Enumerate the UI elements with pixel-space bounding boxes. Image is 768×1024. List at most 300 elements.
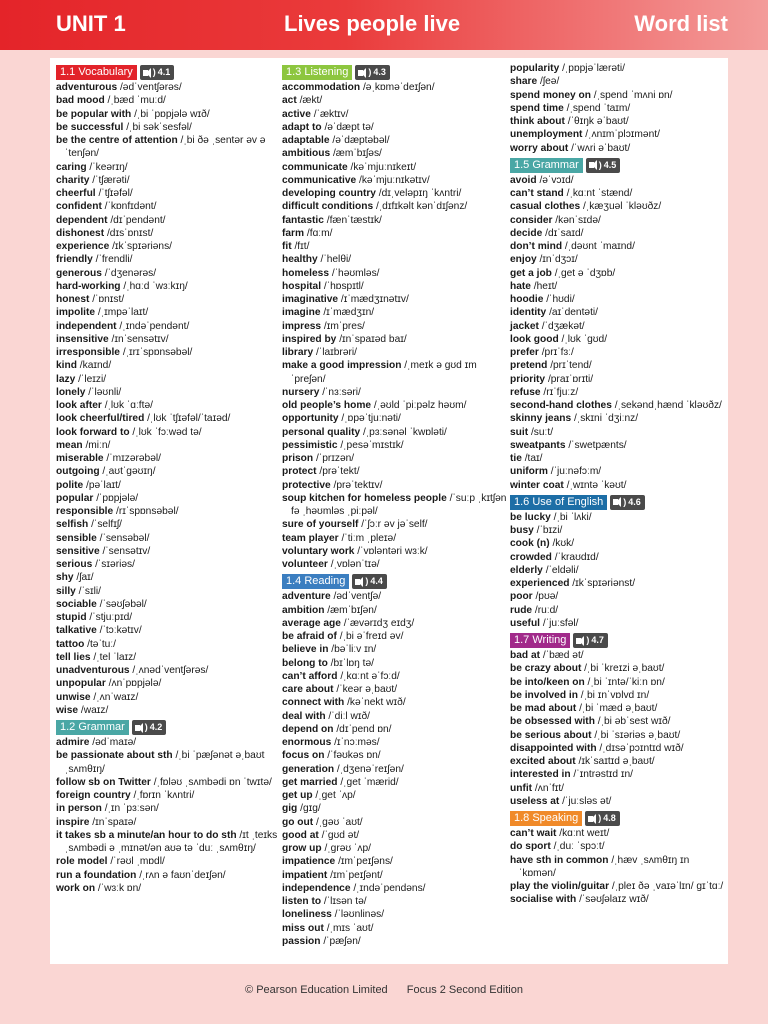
phonetic-transcription: /ˌvɒlənˈtɪə/ — [327, 559, 380, 570]
word-entry — [282, 386, 510, 399]
word-entry — [56, 320, 278, 333]
phonetic-transcription: /ˈsɪli/ — [75, 585, 101, 597]
word-term: be lucky — [510, 511, 551, 523]
word-term: act — [282, 95, 297, 107]
phonetic-transcription: /ˌpleɪ ðə ˌvaɪəˈlɪn/ ɡɪˈtɑː/ — [609, 881, 724, 892]
phonetic-transcription: /ˌaʊtˈɡəʊɪŋ/ — [99, 466, 156, 478]
word-term: tell lies — [56, 651, 91, 663]
word-entry — [510, 577, 726, 590]
phonetic-transcription: /taɪ/ — [521, 453, 543, 464]
word-term: voluntary work — [282, 545, 355, 557]
audio-track-button[interactable] — [140, 65, 175, 80]
phonetic-transcription: /ˌkɑːnt ˈstænd/ — [563, 188, 633, 199]
word-entry — [282, 643, 510, 656]
phonetic-transcription: /ˈwɜːk ɒn/ — [95, 882, 142, 894]
word-term: enjoy — [510, 254, 537, 266]
phonetic-transcription: /ˈwʌri əˈbaʊt/ — [568, 142, 631, 154]
word-entry — [510, 187, 726, 200]
phonetic-transcription: /ˌɪndəˈpendəns/ — [350, 882, 426, 894]
word-entry — [56, 426, 278, 439]
word-entry — [510, 827, 726, 840]
phonetic-transcription: /ʌnˈfɪt/ — [532, 782, 564, 794]
audio-track-number: 4.4 — [370, 576, 383, 587]
word-term: look good — [510, 333, 559, 345]
word-entry — [510, 676, 726, 689]
phonetic-transcription: /ˈhelθi/ — [317, 254, 352, 266]
word-entry — [510, 439, 726, 452]
word-entry — [510, 128, 726, 141]
phonetic-transcription: /ˈleɪzi/ — [75, 373, 107, 385]
word-entry — [282, 134, 510, 147]
word-entry — [56, 465, 278, 478]
word-entry — [56, 585, 278, 598]
phonetic-transcription: /dɪˈpendənt/ — [107, 214, 166, 226]
phonetic-transcription: /ˈhɒspɪtl/ — [321, 280, 364, 292]
phonetic-transcription: /əˌkɒməˈdeɪʃən/ — [360, 82, 435, 93]
word-entry — [282, 802, 510, 815]
word-entry — [282, 763, 510, 776]
word-term: responsible — [56, 506, 114, 517]
phonetic-transcription: /ˌdəʊnt ˈmaɪnd/ — [562, 241, 635, 252]
phonetic-transcription: /ˌɡəʊ ˈaʊt/ — [313, 816, 363, 828]
word-term: communicative — [282, 174, 357, 186]
phonetic-transcription: /ˌspend ˈmʌni ɒn/ — [590, 89, 673, 101]
word-entry — [510, 89, 726, 102]
word-term: identity — [510, 307, 547, 319]
phonetic-transcription: /ˈdʒenərəs/ — [101, 267, 157, 279]
word-term: don’t mind — [510, 241, 563, 252]
word-term: be afraid of — [282, 631, 337, 642]
word-term: grow up — [282, 843, 322, 854]
phonetic-transcription: /ˈlɪsən tə/ — [321, 896, 367, 907]
word-term: impress — [282, 320, 322, 332]
word-term: role model — [56, 856, 108, 868]
phonetic-transcription: /pʊə/ — [532, 591, 559, 603]
word-entry — [510, 62, 726, 75]
word-entry — [282, 187, 510, 200]
word-entry — [56, 664, 278, 677]
word-entry — [510, 373, 726, 386]
word-term: dependent — [56, 214, 108, 226]
word-term: be involved in — [510, 689, 578, 701]
column-3 — [510, 62, 726, 907]
word-term: friendly — [56, 254, 93, 266]
phonetic-transcription: /ədˈmaɪə/ — [89, 737, 137, 748]
word-term: play the violin/guitar — [510, 881, 610, 892]
word-entry — [56, 359, 278, 372]
phonetic-transcription: /ˌbi ˈpæʃənət əˌbaʊt ˌsʌmθɪŋ/ — [65, 750, 265, 775]
sound-wave-icon: ) — [144, 722, 148, 732]
word-entry — [510, 795, 726, 808]
phonetic-transcription: /ˈsɪəriəs/ — [92, 559, 135, 570]
word-term: talkative — [56, 625, 97, 637]
word-entry — [510, 320, 726, 333]
word-term: enormous — [282, 737, 332, 748]
word-entry — [56, 253, 278, 266]
word-entry — [282, 94, 510, 107]
section-header — [510, 811, 726, 826]
word-term: silly — [56, 585, 76, 597]
phonetic-transcription: /əˈvɔɪd/ — [536, 174, 574, 186]
sound-wave-icon: ) — [365, 576, 369, 587]
audio-track-button[interactable] — [573, 633, 608, 648]
word-term: confident — [56, 201, 102, 213]
word-term: popular — [56, 492, 94, 504]
word-entry — [510, 768, 726, 781]
word-entry — [510, 333, 726, 346]
word-term: avoid — [510, 174, 537, 186]
word-entry — [282, 147, 510, 160]
word-entry — [282, 346, 510, 359]
audio-track-button[interactable] — [132, 720, 167, 735]
word-term: healthy — [282, 254, 318, 266]
phonetic-transcription: /ˈsensəbəl/ — [96, 532, 150, 544]
word-term: in person — [56, 803, 102, 815]
word-term: go out — [282, 816, 314, 828]
phonetic-transcription: /prəˈtektɪv/ — [330, 479, 383, 491]
word-entry — [56, 651, 278, 664]
phonetic-transcription: /kəˈnekt wɪð/ — [344, 697, 406, 709]
word-entry — [56, 558, 278, 571]
audio-track-button[interactable] — [352, 574, 387, 589]
phonetic-transcription: /ˈæktɪv/ — [310, 108, 349, 120]
word-term: communicate — [282, 161, 348, 173]
section-label: 1.2 Grammar — [56, 720, 129, 735]
section-header — [56, 720, 278, 735]
phonetic-transcription: /ɪmˈpeɪʃənt/ — [327, 869, 383, 881]
header-bar — [0, 0, 768, 50]
word-entry — [56, 161, 278, 174]
word-entry — [282, 935, 510, 948]
word-entry — [282, 399, 510, 412]
word-term: focus on — [282, 750, 325, 762]
audio-track-number: 4.6 — [628, 496, 641, 507]
audio-track-number: 4.7 — [591, 635, 604, 645]
word-term: lazy — [56, 373, 76, 385]
word-entry — [510, 662, 726, 675]
phonetic-transcription: /ˌmeɪk ə ɡʊd ɪmˈpreʃən/ — [291, 360, 477, 385]
word-term: excited about — [510, 756, 576, 767]
word-entry — [510, 399, 726, 412]
phonetic-transcription: /kʊk/ — [549, 538, 575, 550]
word-entry — [56, 306, 278, 319]
word-entry — [282, 842, 510, 855]
audio-track-button[interactable] — [586, 158, 621, 173]
word-term: useless at — [510, 795, 560, 807]
word-term: miserable — [56, 453, 104, 464]
phonetic-transcription: /ækt/ — [296, 95, 323, 107]
phonetic-transcription: /prɪˈfɜː/ — [538, 347, 574, 358]
word-term: poor — [510, 591, 533, 603]
phonetic-transcription: /æmˈbɪʃəs/ — [330, 148, 382, 160]
copyright-text: © Pearson Education Limited — [245, 984, 388, 996]
word-entry — [56, 121, 278, 134]
word-term: hard-working — [56, 280, 121, 292]
phonetic-transcription: /ˈɡʊd ət/ — [318, 829, 360, 841]
word-entry — [56, 677, 278, 690]
phonetic-transcription: /ˌbi ˈmæd əˌbaʊt/ — [576, 703, 658, 714]
phonetic-transcription: /ˈjuːnəfɔːm/ — [547, 466, 602, 478]
word-term: impatience — [282, 856, 336, 868]
word-entry — [510, 240, 726, 253]
word-term: soup kitchen for homeless people — [282, 492, 447, 504]
word-term: active — [282, 108, 311, 120]
word-term: nursery — [282, 386, 320, 398]
speaker-icon — [576, 638, 581, 644]
word-entry — [282, 280, 510, 293]
word-entry — [282, 816, 510, 829]
phonetic-transcription: /ˌtel ˈlaɪz/ — [90, 651, 137, 663]
word-term: share — [510, 76, 538, 88]
phonetic-transcription: /ˌbi əbˈsest wɪð/ — [594, 716, 671, 728]
section-label: 1.8 Speaking — [510, 811, 582, 826]
speaker-icon — [135, 725, 140, 731]
word-term: can’t stand — [510, 188, 564, 199]
word-term: accommodation — [282, 82, 361, 93]
word-entry — [510, 524, 726, 537]
word-entry — [56, 479, 278, 492]
word-term: serious — [56, 559, 93, 570]
phonetic-transcription: /ˌʌnˈwaɪz/ — [90, 691, 139, 703]
word-term: foreign country — [56, 790, 131, 801]
phonetic-transcription: /ɪt ˌteɪks ˌsʌmbədi ə ˌmɪnət/ən aʊə tə ˈduː ˌsʌmθɪŋ/ — [65, 829, 278, 854]
word-term: look cheerful/tired — [56, 413, 145, 425]
word-entry — [56, 882, 278, 895]
section-label: 1.1 Vocabulary — [56, 65, 137, 80]
word-entry — [282, 108, 510, 121]
sound-wave-icon: ) — [598, 813, 602, 823]
word-entry — [282, 869, 510, 882]
phonetic-transcription: /ˈrəʊl ˌmɒdl/ — [107, 856, 165, 868]
phonetic-transcription: /ˌdʒenəˈreɪʃən/ — [334, 763, 404, 775]
phonetic-transcription: /ˈsuːp ˌkɪtʃən fə ˌhəʊmləs ˌpiːpəl/ — [291, 492, 507, 517]
phonetic-transcription: /ɪˈmædʒɪnətɪv/ — [338, 294, 409, 305]
word-term: prison — [282, 453, 314, 464]
phonetic-transcription: /ˈkraʊdɪd/ — [551, 551, 599, 563]
word-term: jacket — [510, 320, 539, 332]
phonetic-transcription: /ˈfrendli/ — [92, 254, 133, 266]
phonetic-transcription: /prɪˈtend/ — [547, 360, 592, 372]
word-term: do sport — [510, 841, 551, 853]
word-entry — [56, 869, 278, 882]
word-term: bad at — [510, 650, 541, 661]
word-term: wise — [56, 704, 79, 716]
phonetic-transcription: /ˌdɪfɪkəlt kənˈdɪʃənz/ — [373, 201, 468, 213]
word-entry — [510, 702, 726, 715]
section-header — [282, 574, 510, 589]
phonetic-transcription: /aɪˈdentəti/ — [546, 307, 598, 319]
word-entry — [56, 638, 278, 651]
phonetic-transcription: /heɪt/ — [530, 280, 558, 292]
word-term: independence — [282, 882, 351, 894]
speaker-icon — [588, 816, 593, 822]
audio-track-button[interactable] — [610, 495, 645, 510]
phonetic-transcription: /ˌɡet ə ˈdʒɒb/ — [551, 267, 616, 279]
phonetic-transcription: /ˌlʊk ˈfɔːwəd tə/ — [129, 426, 202, 438]
word-entry — [282, 908, 510, 921]
word-term: inspired by — [282, 333, 337, 345]
section-header — [510, 495, 726, 510]
word-term: decide — [510, 227, 543, 239]
word-entry — [510, 715, 726, 728]
phonetic-transcription: /ˌbæd ˈmuːd/ — [104, 95, 166, 107]
phonetic-transcription: /ˈhəʊmləs/ — [329, 267, 380, 279]
phonetic-transcription: /dɪsˈɒnɪst/ — [104, 227, 154, 239]
phonetic-transcription: /ˈtʃɪəfəl/ — [95, 188, 133, 199]
word-term: have sth in common — [510, 854, 609, 866]
column-1 — [56, 62, 278, 895]
word-entry — [510, 465, 726, 478]
word-entry — [56, 518, 278, 531]
speaker-icon — [589, 162, 594, 168]
word-term: socialise with — [510, 894, 577, 906]
word-term: good at — [282, 829, 319, 841]
word-term: belong to — [282, 657, 328, 669]
word-term: kind — [56, 360, 77, 372]
word-entry — [282, 161, 510, 174]
word-term: team player — [282, 532, 339, 544]
audio-track-button[interactable] — [355, 65, 390, 80]
sound-wave-icon: ) — [368, 67, 372, 77]
phonetic-transcription: /təˈtuː/ — [84, 638, 117, 650]
word-term: be popular with — [56, 108, 132, 120]
phonetic-transcription: /ˈsəʊʃəbəl/ — [96, 598, 147, 610]
phonetic-transcription: /ˈɒnɪst/ — [89, 294, 125, 305]
word-entry — [282, 214, 510, 227]
sound-wave-icon: ) — [152, 67, 156, 77]
phonetic-transcription: /ˈləʊnlinəs/ — [331, 909, 385, 921]
phonetic-transcription: /ɪˈmædʒɪn/ — [320, 307, 375, 319]
word-term: hospital — [282, 280, 322, 292]
section-label: 1.7 Writing — [510, 633, 570, 648]
word-term: be into/keen on — [510, 676, 585, 688]
audio-track-button[interactable] — [585, 811, 620, 826]
word-term: unadventurous — [56, 665, 130, 676]
word-entry — [282, 545, 510, 558]
phonetic-transcription: /ˌlʊk ˈtʃɪəfəl/ˈtaɪəd/ — [144, 413, 231, 425]
word-term: generous — [56, 267, 102, 279]
speaker-icon — [613, 499, 618, 505]
word-entry — [56, 333, 278, 346]
word-term: imaginative — [282, 294, 339, 305]
phonetic-transcription: /æmˈbɪʃən/ — [324, 604, 377, 616]
word-entry — [56, 439, 278, 452]
phonetic-transcription: /fɑːm/ — [304, 227, 333, 239]
word-term: run a foundation — [56, 869, 137, 881]
word-entry — [56, 267, 278, 280]
phonetic-transcription: /ˈævərɪdʒ eɪdʒ/ — [340, 617, 415, 629]
word-term: irresponsible — [56, 347, 120, 358]
word-term: gig — [282, 803, 298, 815]
phonetic-transcription: /praɪˈɒrɪti/ — [545, 373, 594, 385]
word-term: mean — [56, 439, 83, 451]
word-term: can’t afford — [282, 670, 338, 682]
phonetic-transcription: /ˈʃɔːr əv jəˈself/ — [358, 519, 428, 531]
word-term: library — [282, 347, 314, 358]
word-entry — [510, 604, 726, 617]
phonetic-transcription: /ˈbɪzi/ — [533, 525, 563, 536]
word-term: be crazy about — [510, 663, 582, 675]
word-entry — [510, 386, 726, 399]
word-entry — [282, 855, 510, 868]
page-title: Lives people live — [284, 11, 461, 36]
phonetic-transcription: /ˌɡet ˈʌp/ — [312, 790, 356, 801]
word-entry — [56, 452, 278, 465]
word-term: be successful — [56, 121, 124, 133]
word-term: second-hand clothes — [510, 400, 612, 411]
word-term: unpopular — [56, 678, 106, 690]
phonetic-transcription: /ˌɪrɪˈspɒnsəbəl/ — [119, 347, 193, 358]
word-entry — [510, 267, 726, 280]
phonetic-transcription: /ˈmɪzərəbəl/ — [103, 453, 161, 464]
word-entry — [56, 704, 278, 717]
word-entry — [56, 611, 278, 624]
phonetic-transcription: /ɡɪɡ/ — [297, 803, 321, 815]
word-entry — [510, 893, 726, 906]
phonetic-transcription: /ʃeə/ — [537, 76, 560, 88]
word-term: uniform — [510, 466, 548, 478]
phonetic-transcription: /ˌɪn ˈpɜːsən/ — [101, 803, 159, 815]
phonetic-transcription: /ˌbi əˈfreɪd əv/ — [336, 631, 404, 642]
word-entry — [510, 346, 726, 359]
phonetic-transcription: /kəˈmjuːnɪkətɪv/ — [356, 174, 430, 186]
word-entry — [510, 840, 726, 853]
phonetic-transcription: /ˌmɪs ˈaʊt/ — [323, 922, 374, 934]
word-term: hoodie — [510, 294, 544, 305]
word-entry — [282, 240, 510, 253]
section-label: 1.5 Grammar — [510, 158, 583, 173]
word-term: prefer — [510, 347, 539, 358]
word-term: charity — [56, 174, 90, 186]
phonetic-transcription: /ɪkˈspɪəriəns/ — [109, 241, 172, 252]
word-entry — [510, 306, 726, 319]
word-entry — [56, 598, 278, 611]
phonetic-transcription: /waɪz/ — [78, 704, 109, 716]
word-term: adventurous — [56, 82, 118, 93]
word-term: consider — [510, 214, 553, 226]
phonetic-transcription: /ˈlaɪbrəri/ — [313, 347, 357, 358]
section-header — [510, 633, 726, 648]
word-entry — [56, 187, 278, 200]
phonetic-transcription: /prəˈtekt/ — [316, 466, 360, 478]
footer — [0, 984, 768, 996]
audio-track-number: 4.5 — [603, 159, 617, 170]
phonetic-transcription: /kaɪnd/ — [76, 360, 112, 372]
phonetic-transcription: /ˌsekəndˌhænd ˈkləʊðz/ — [611, 400, 722, 411]
section-label: 1.3 Listening — [282, 65, 352, 80]
word-entry — [56, 802, 278, 815]
word-entry — [282, 683, 510, 696]
word-entry — [510, 115, 726, 128]
word-entry — [510, 511, 726, 524]
word-entry — [282, 670, 510, 683]
word-term: shy — [56, 572, 74, 584]
section-header — [510, 158, 726, 173]
word-entry — [282, 492, 510, 519]
word-term: unemployment — [510, 129, 583, 141]
word-term: opportunity — [282, 413, 339, 425]
phonetic-transcription: /ˈfəʊkəs ɒn/ — [324, 750, 381, 762]
phonetic-transcription: /ˈswetpænts/ — [565, 439, 627, 451]
word-term: sure of yourself — [282, 519, 359, 531]
phonetic-transcription: /ˈvɒləntəri wɜːk/ — [354, 545, 428, 557]
word-term: be the centre of attention — [56, 135, 178, 146]
word-entry — [56, 373, 278, 386]
word-entry — [282, 710, 510, 723]
word-term: generation — [282, 763, 335, 775]
word-entry — [510, 142, 726, 155]
word-term: homeless — [282, 267, 329, 279]
